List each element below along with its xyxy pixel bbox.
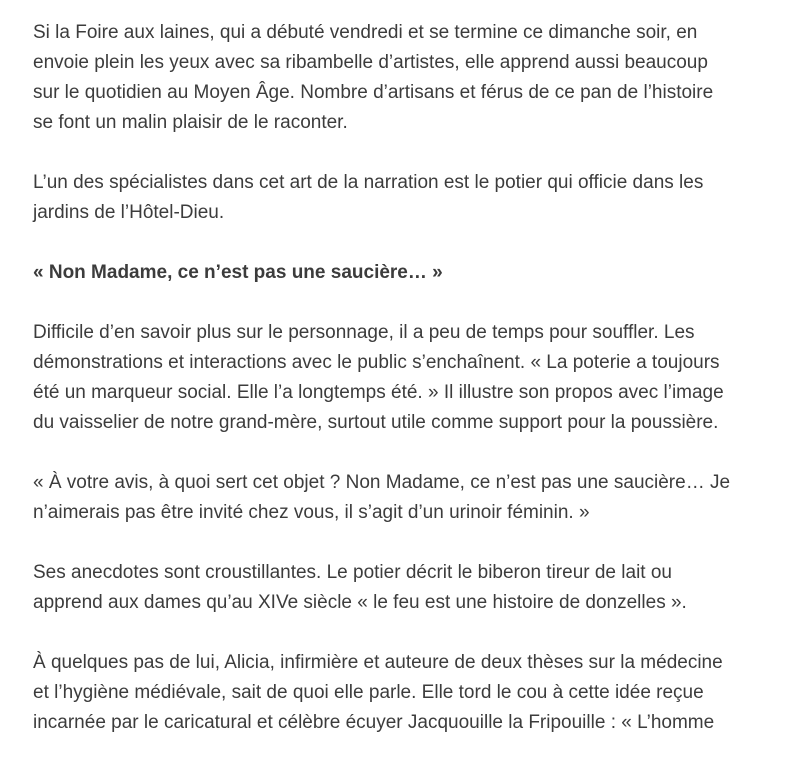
text-line: apprend aux dames qu’au XIVe siècle « le feu est une histoire de donzelles ». [33,592,687,613]
text-line: À quelques pas de lui, Alicia, infirmière et auteure de deux thèses sur la médecine [33,652,723,673]
paragraph-quote [33,468,778,528]
text-line: Difficile d’en savoir plus sur le personnage, il a peu de temps pour souffler. Les [33,322,695,343]
paragraph-intro [33,18,778,138]
paragraph-personnage [33,318,778,438]
text-line: n’aimerais pas être invité chez vous, il s’agit d’un urinoir féminin. » [33,502,590,523]
text-line: sur le quotidien au Moyen Âge. Nombre d’artisans et férus de ce pan de l’histoire [33,82,714,103]
paragraph-potier [33,168,778,228]
paragraph-alicia [33,648,778,738]
text-line: démonstrations et interactions avec le public s’enchaînent. « La poterie a toujours [33,352,720,373]
article-body [33,18,778,768]
text-line: et l’hygiène médiévale, sait de quoi elle parle. Elle tord le cou à cette idée reçue [33,682,704,703]
text-line: incarnée par le caricatural et célèbre écuyer Jacquouille la Fripouille : « L’homme [33,712,715,733]
text-line: « À votre avis, à quoi sert cet objet ? Non Madame, ce n’est pas une saucière… Je [33,472,731,493]
text-line: du vaisselier de notre grand-mère, surtout utile comme support pour la poussière. [33,412,719,433]
text-line: jardins de l’Hôtel-Dieu. [33,202,225,223]
text-line: se font un malin plaisir de le raconter. [33,112,348,133]
text-line: Ses anecdotes sont croustillantes. Le potier décrit le biberon tireur de lait ou [33,562,672,583]
text-line: été un marqueur social. Elle l’a longtemps été. » Il illustre son propos avec l’image [33,382,724,403]
paragraph-anecdotes [33,558,778,618]
text-line: Si la Foire aux laines, qui a débuté vendredi et se termine ce dimanche soir, en [33,22,698,43]
text-line: L’un des spécialistes dans cet art de la narration est le potier qui officie dans les [33,172,704,193]
text-line: envoie plein les yeux avec sa ribambelle d’artistes, elle apprend aussi beaucoup [33,52,708,73]
subheading: « Non Madame, ce n’est pas une saucière… » [33,262,443,283]
